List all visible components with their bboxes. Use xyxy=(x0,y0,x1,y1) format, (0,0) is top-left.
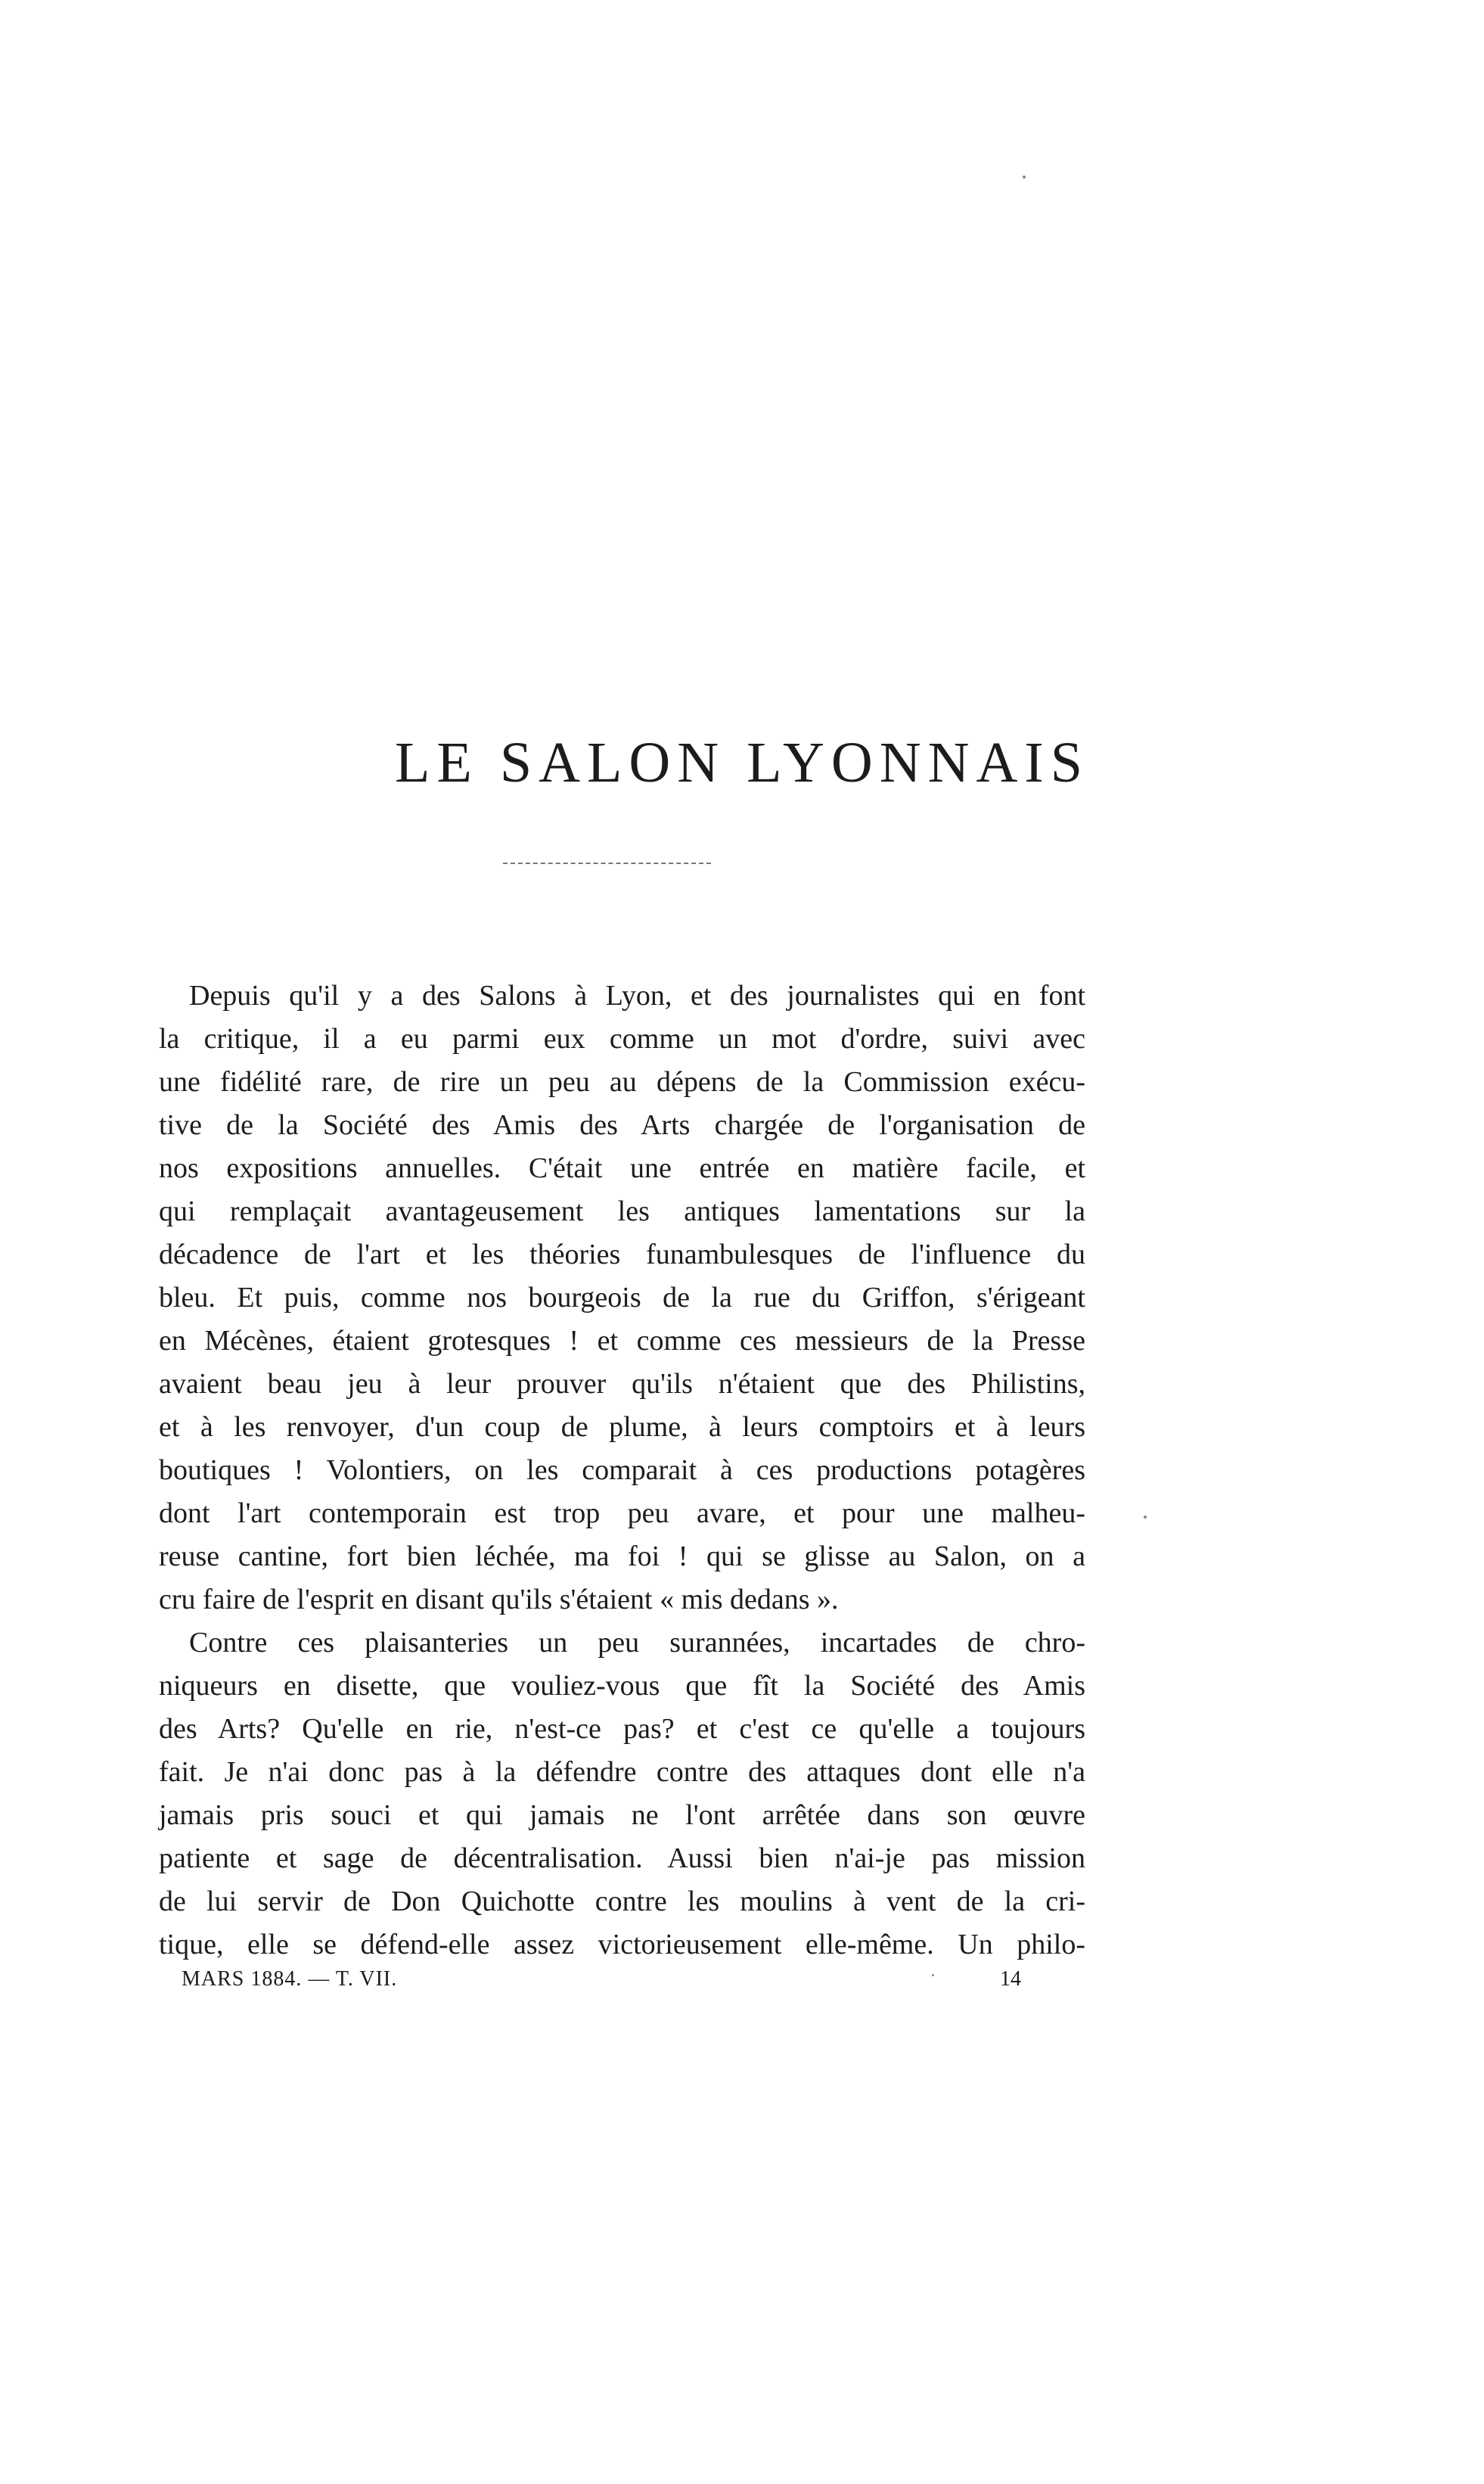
text-line: qui remplaçait avantageusement les antiques lamentations sur la xyxy=(159,1195,1085,1227)
text-line: bleu. Et puis, comme nos bourgeois de la rue du Griffon, s'érigeant xyxy=(159,1282,1085,1314)
text-line: tique, elle se défend-elle assez victorieusement elle-même. Un philo- xyxy=(159,1929,1085,1960)
page-footer xyxy=(182,1967,1021,1997)
text-line: fait. Je n'ai donc pas à la défendre contre des attaques dont elle n'a xyxy=(159,1756,1085,1788)
text-line: nos expositions annuelles. C'était une entrée en matière facile, et xyxy=(159,1152,1085,1184)
text-line: une fidélité rare, de rire un peu au dépens de la Commission exécu- xyxy=(159,1066,1085,1098)
text-line: Contre ces plaisanteries un peu surannées, incartades de chro- xyxy=(189,1627,1085,1659)
text-line: niqueurs en disette, que vouliez-vous que fît la Société des Amis xyxy=(159,1670,1085,1702)
title-divider xyxy=(503,863,711,864)
text-line: et à les renvoyer, d'un coup de plume, à leurs comptoirs et à leurs xyxy=(159,1411,1085,1443)
article-title: LE SALON LYONNAIS xyxy=(394,731,1089,794)
issue-reference: MARS 1884. — T. VII. xyxy=(182,1967,398,1991)
text-line: de lui servir de Don Quichotte contre les moulins à vent de la cri- xyxy=(159,1886,1085,1917)
text-line: en Mécènes, étaient grotesques ! et comme ces messieurs de la Presse xyxy=(159,1325,1085,1357)
signature-mark: 14 xyxy=(1000,1967,1021,1991)
print-speck xyxy=(932,1974,934,1976)
print-speck xyxy=(1144,1516,1147,1519)
text-line: reuse cantine, fort bien léchée, ma foi ! qui se glisse au Salon, on a xyxy=(159,1540,1085,1572)
paragraph xyxy=(159,1621,1085,1966)
text-line: tive de la Société des Amis des Arts chargée de l'organisation de xyxy=(159,1109,1085,1141)
text-line: la critique, il a eu parmi eux comme un mot d'ordre, suivi avec xyxy=(159,1023,1085,1055)
text-line: boutiques ! Volontiers, on les comparait à ces productions potagères xyxy=(159,1454,1085,1486)
text-line: Depuis qu'il y a des Salons à Lyon, et des journalistes qui en font xyxy=(189,980,1085,1012)
text-line: dont l'art contemporain est trop peu avare, et pour une malheu- xyxy=(159,1497,1085,1529)
text-line: patiente et sage de décentralisation. Aussi bien n'ai-je pas mission xyxy=(159,1842,1085,1874)
text-line: des Arts? Qu'elle en rie, n'est-ce pas? et c'est ce qu'elle a toujours xyxy=(159,1713,1085,1745)
print-speck xyxy=(1023,176,1026,179)
text-line: cru faire de l'esprit en disant qu'ils s'étaient « mis dedans ». xyxy=(159,1584,839,1615)
article-body xyxy=(159,975,1085,1966)
text-line: décadence de l'art et les théories funambulesques de l'influence du xyxy=(159,1239,1085,1270)
paragraph xyxy=(159,975,1085,1621)
text-line: avaient beau jeu à leur prouver qu'ils n'étaient que des Philistins, xyxy=(159,1368,1085,1400)
text-line: jamais pris souci et qui jamais ne l'ont arrêtée dans son œuvre xyxy=(159,1799,1085,1831)
